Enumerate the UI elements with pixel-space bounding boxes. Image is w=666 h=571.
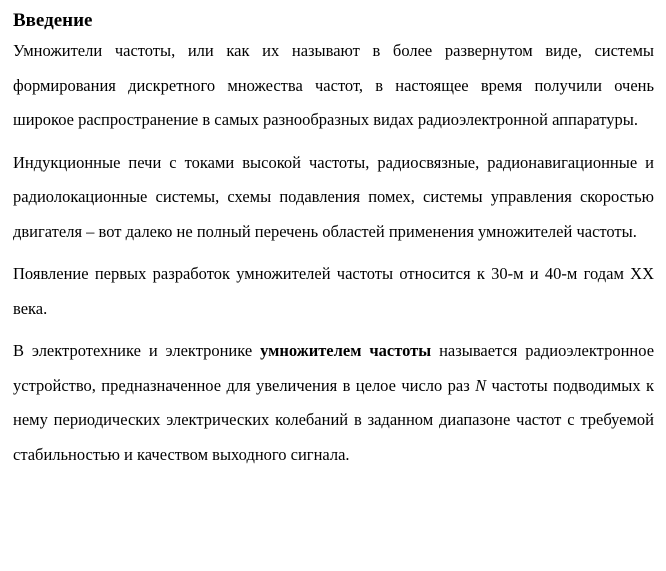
section-heading: Введение: [13, 10, 93, 31]
paragraph-2: Индукционные печи с токами высокой частоты, радиосвязные, радионавигационные и радиолокационные системы, схемы подавления помех, системы управления скоростью двигателя – вот далеко не полный перечень областей применения умножителей частоты.: [13, 152, 654, 241]
document-page: [13, 8, 654, 472]
paragraph-3: Появление первых разработок умножителей частоты относится к 30-м и 40-м годам XX века.: [13, 264, 654, 318]
paragraph-1: Умножители частоты, или как их называют в более развернутом виде, системы формирования дискретного множества частот, в настоящее время получили очень широкое распространение в самых разнообразных видах радиоэлектронной аппаратуры.: [13, 41, 654, 129]
paragraph-4: [13, 334, 654, 472]
paragraph-4-text-before: В электротехнике и электронике: [13, 341, 261, 360]
paragraph-4-text-middle: называется радиоэлектронное устройство, предназначенное для увеличения в целое число раз: [13, 341, 655, 395]
variable-n: N: [475, 375, 487, 395]
defined-term: умножителем частоты: [260, 341, 432, 360]
paragraph-4-text-after: частоты подводимых к нему периодических электрических колебаний в заданном диапазоне частот с требуемой стабильностью и качеством выходного сигнала.: [13, 375, 654, 464]
